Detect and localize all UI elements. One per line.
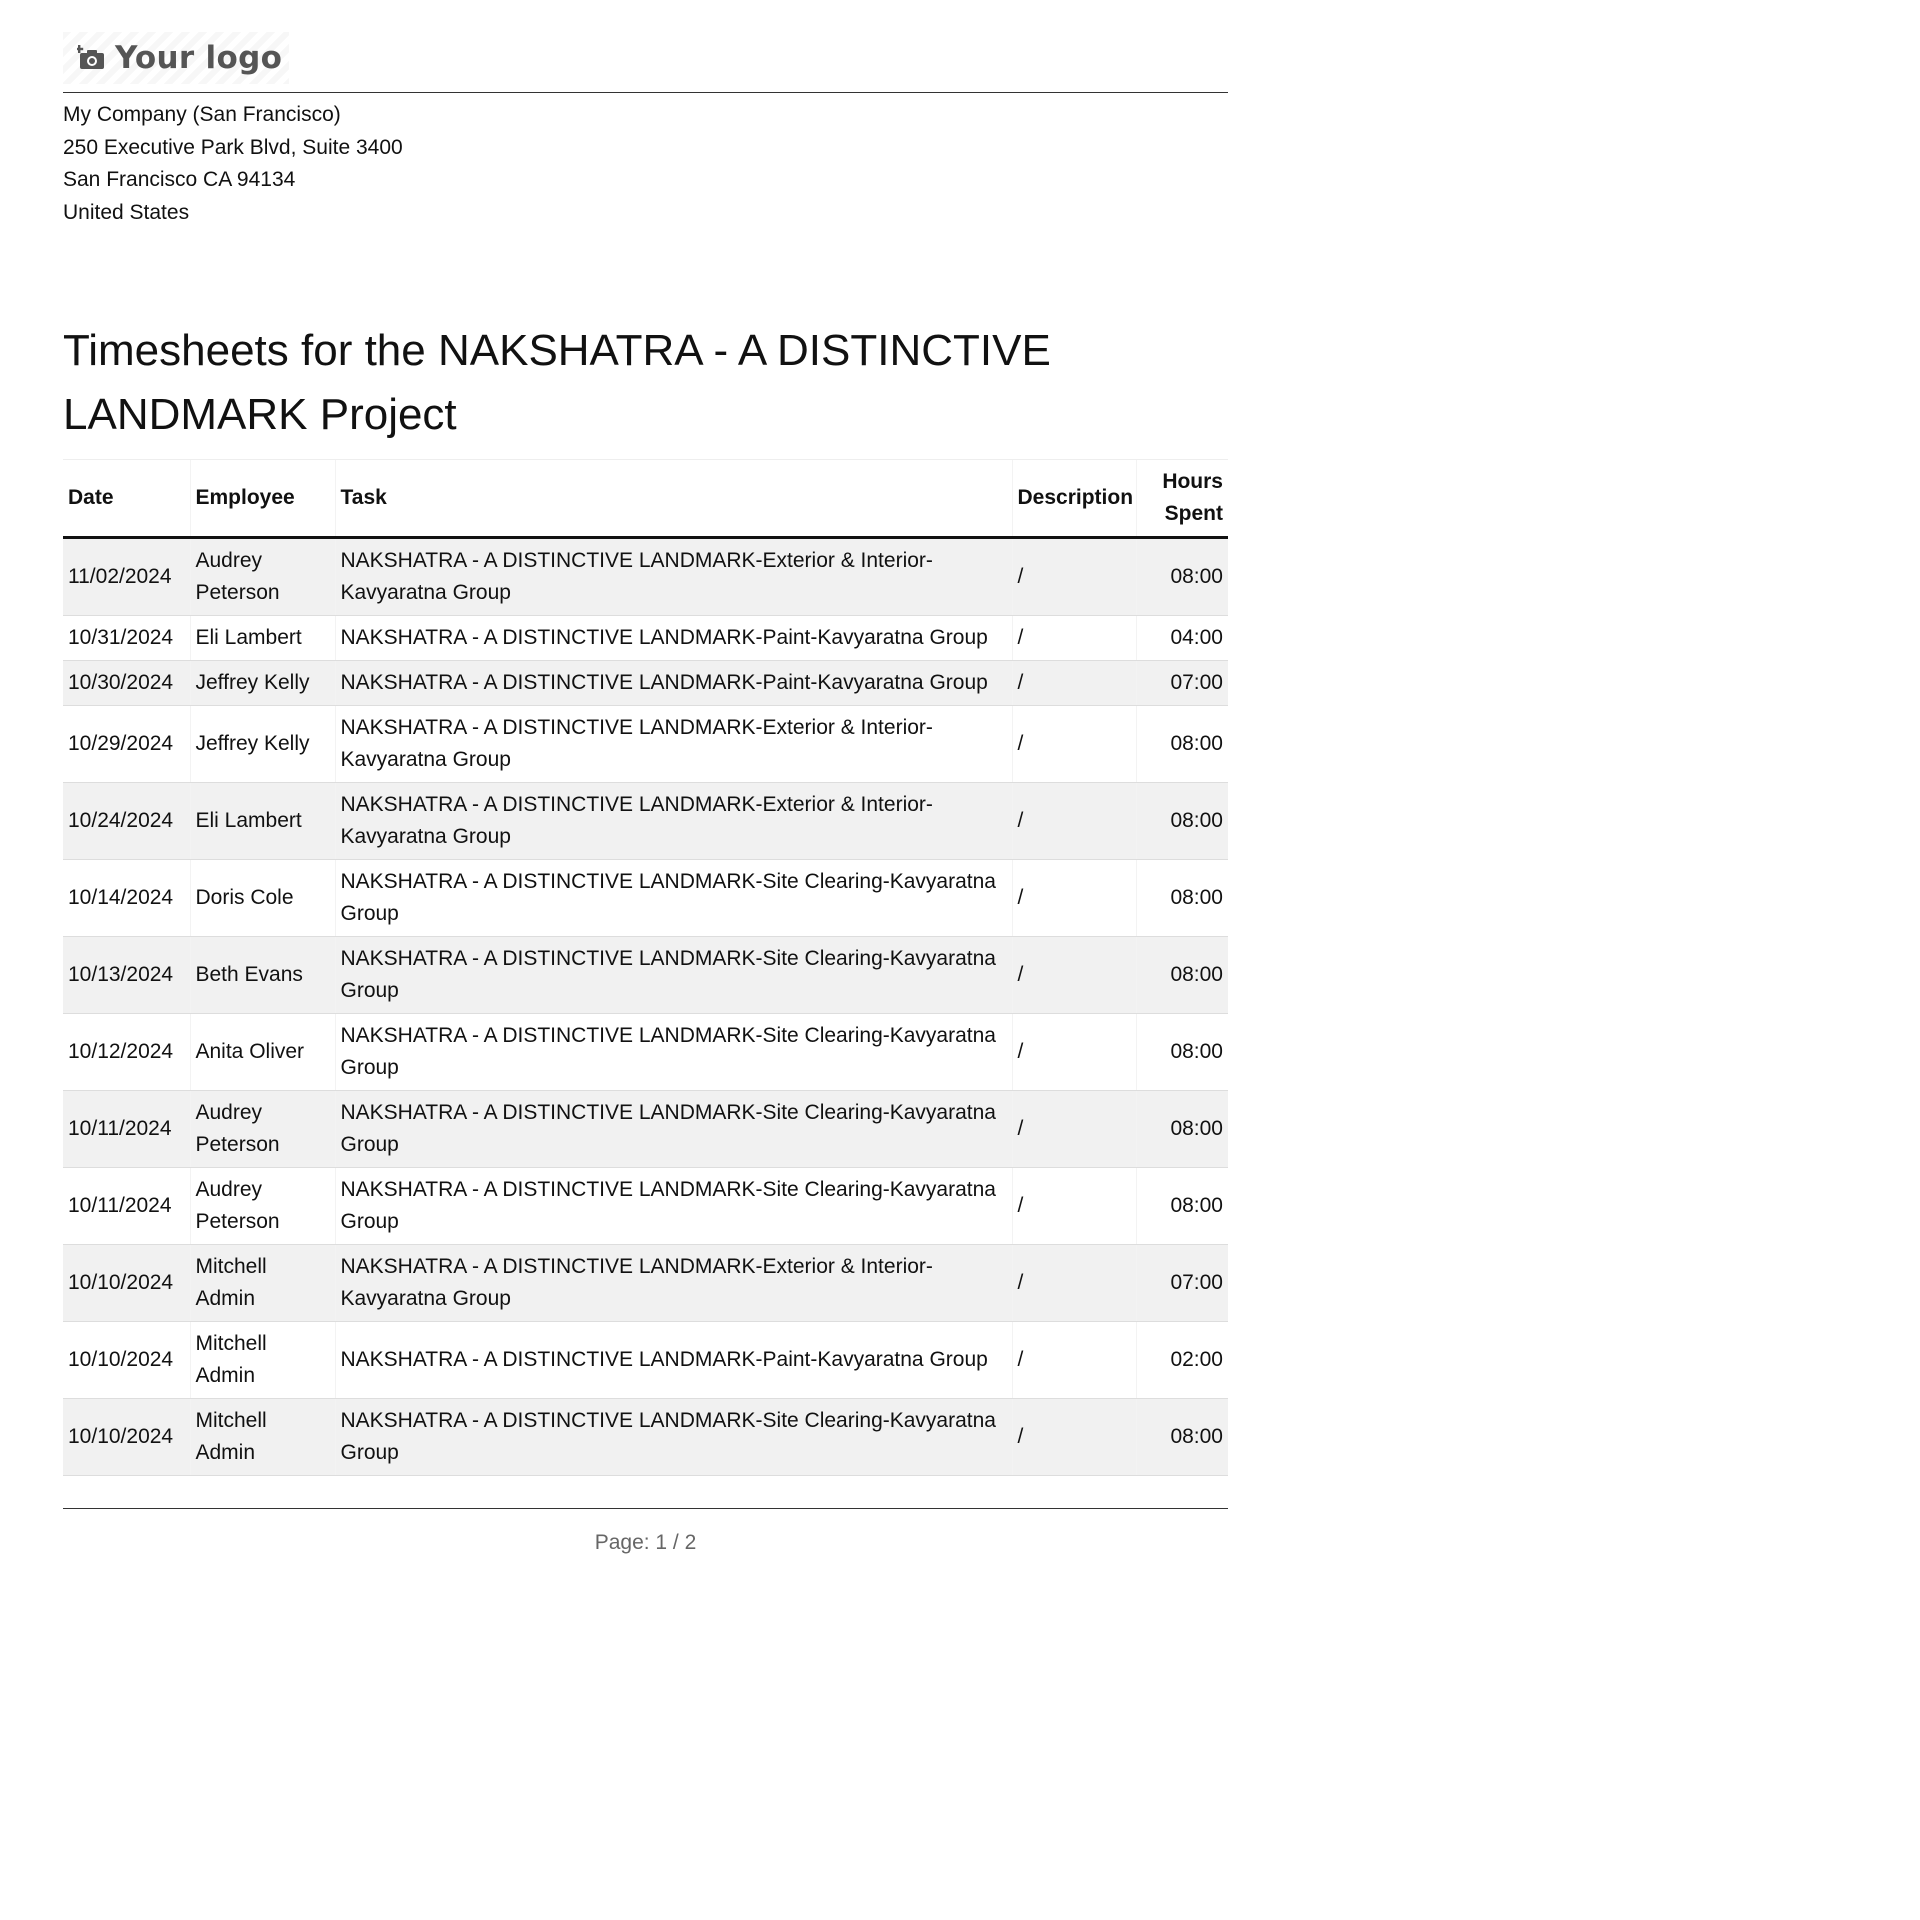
cell-date: 10/10/2024 [63,1322,190,1399]
cell-employee: Mitchell Admin [190,1245,335,1322]
cell-date: 10/29/2024 [63,706,190,783]
cell-task: NAKSHATRA - A DISTINCTIVE LANDMARK-Site Clearing-Kavyaratna Group [335,860,1012,937]
cell-description: / [1012,1014,1136,1091]
cell-date: 10/10/2024 [63,1245,190,1322]
cell-employee: Eli Lambert [190,783,335,860]
company-country: United States [63,200,190,224]
cell-description: / [1012,1091,1136,1168]
report-title: Timesheets for the NAKSHATRA - A DISTINCTIVE LANDMARK Project [63,326,1051,439]
table-row [63,706,1228,783]
cell-date: 10/12/2024 [63,1014,190,1091]
cell-description: / [1012,538,1136,616]
page-footer [63,1508,1228,1555]
cell-date: 10/10/2024 [63,1399,190,1476]
table-row [63,616,1228,661]
cell-employee: Doris Cole [190,860,335,937]
column-header-description: Description [1012,460,1136,538]
table-row [63,661,1228,706]
cell-hours: 07:00 [1136,661,1228,706]
cell-task: NAKSHATRA - A DISTINCTIVE LANDMARK-Site Clearing-Kavyaratna Group [335,937,1012,1014]
table-row [63,1168,1228,1245]
cell-task: NAKSHATRA - A DISTINCTIVE LANDMARK-Site Clearing-Kavyaratna Group [335,1014,1012,1091]
column-header-task: Task [335,460,1012,538]
cell-hours: 08:00 [1136,1168,1228,1245]
camera-add-icon [77,43,107,73]
cell-date: 10/11/2024 [63,1168,190,1245]
table-row [63,538,1228,616]
table-row [63,1399,1228,1476]
report-page [63,32,1228,1555]
cell-hours: 08:00 [1136,538,1228,616]
cell-employee: Beth Evans [190,937,335,1014]
cell-hours: 08:00 [1136,860,1228,937]
company-logo[interactable] [63,32,289,84]
cell-task: NAKSHATRA - A DISTINCTIVE LANDMARK-Exterior & Interior-Kavyaratna Group [335,783,1012,860]
cell-task: NAKSHATRA - A DISTINCTIVE LANDMARK-Site Clearing-Kavyaratna Group [335,1168,1012,1245]
cell-employee: Audrey Peterson [190,1168,335,1245]
cell-task: NAKSHATRA - A DISTINCTIVE LANDMARK-Exterior & Interior-Kavyaratna Group [335,538,1012,616]
cell-employee: Mitchell Admin [190,1399,335,1476]
cell-hours: 04:00 [1136,616,1228,661]
cell-hours: 08:00 [1136,1014,1228,1091]
table-header-row [63,460,1228,538]
table-row [63,1322,1228,1399]
cell-description: / [1012,783,1136,860]
cell-task: NAKSHATRA - A DISTINCTIVE LANDMARK-Site Clearing-Kavyaratna Group [335,1399,1012,1476]
cell-date: 10/30/2024 [63,661,190,706]
cell-hours: 02:00 [1136,1322,1228,1399]
cell-employee: Eli Lambert [190,616,335,661]
cell-task: NAKSHATRA - A DISTINCTIVE LANDMARK-Paint-Kavyaratna Group [335,661,1012,706]
cell-description: / [1012,1168,1136,1245]
report-header [63,32,1228,93]
cell-employee: Audrey Peterson [190,538,335,616]
cell-task: NAKSHATRA - A DISTINCTIVE LANDMARK-Paint-Kavyaratna Group [335,1322,1012,1399]
company-city: San Francisco CA 94134 [63,168,296,191]
cell-description: / [1012,860,1136,937]
logo-text: Your logo [115,40,283,76]
cell-date: 10/11/2024 [63,1091,190,1168]
cell-employee: Anita Oliver [190,1014,335,1091]
cell-description: / [1012,1322,1136,1399]
cell-hours: 08:00 [1136,783,1228,860]
table-row [63,1091,1228,1168]
cell-task: NAKSHATRA - A DISTINCTIVE LANDMARK-Paint-Kavyaratna Group [335,616,1012,661]
page-number: Page: 1 / 2 [594,1531,697,1554]
cell-description: / [1012,1399,1136,1476]
cell-hours: 08:00 [1136,1091,1228,1168]
cell-date: 10/13/2024 [63,937,190,1014]
table-row [63,937,1228,1014]
table-row [63,783,1228,860]
company-street: 250 Executive Park Blvd, Suite 3400 [63,135,403,159]
cell-task: NAKSHATRA - A DISTINCTIVE LANDMARK-Exterior & Interior-Kavyaratna Group [335,706,1012,783]
table-row [63,1245,1228,1322]
cell-date: 10/31/2024 [63,616,190,661]
cell-description: / [1012,1245,1136,1322]
cell-description: / [1012,937,1136,1014]
cell-hours: 07:00 [1136,1245,1228,1322]
cell-date: 10/14/2024 [63,860,190,937]
company-address [63,99,1228,229]
column-header-date: Date [63,460,190,538]
cell-task: NAKSHATRA - A DISTINCTIVE LANDMARK-Site Clearing-Kavyaratna Group [335,1091,1012,1168]
cell-task: NAKSHATRA - A DISTINCTIVE LANDMARK-Exterior & Interior-Kavyaratna Group [335,1245,1012,1322]
cell-employee: Jeffrey Kelly [190,661,335,706]
column-header-hours: Hours Spent [1136,460,1228,538]
timesheet-table [63,459,1228,1476]
cell-date: 11/02/2024 [63,538,190,616]
cell-employee: Jeffrey Kelly [190,706,335,783]
cell-description: / [1012,616,1136,661]
company-name: My Company (San Francisco) [63,103,341,126]
table-row [63,1014,1228,1091]
cell-description: / [1012,661,1136,706]
column-header-employee: Employee [190,460,335,538]
cell-employee: Mitchell Admin [190,1322,335,1399]
cell-hours: 08:00 [1136,706,1228,783]
table-body [63,538,1228,1476]
table-row [63,860,1228,937]
cell-description: / [1012,706,1136,783]
cell-date: 10/24/2024 [63,783,190,860]
cell-hours: 08:00 [1136,937,1228,1014]
cell-employee: Audrey Peterson [190,1091,335,1168]
cell-hours: 08:00 [1136,1399,1228,1476]
